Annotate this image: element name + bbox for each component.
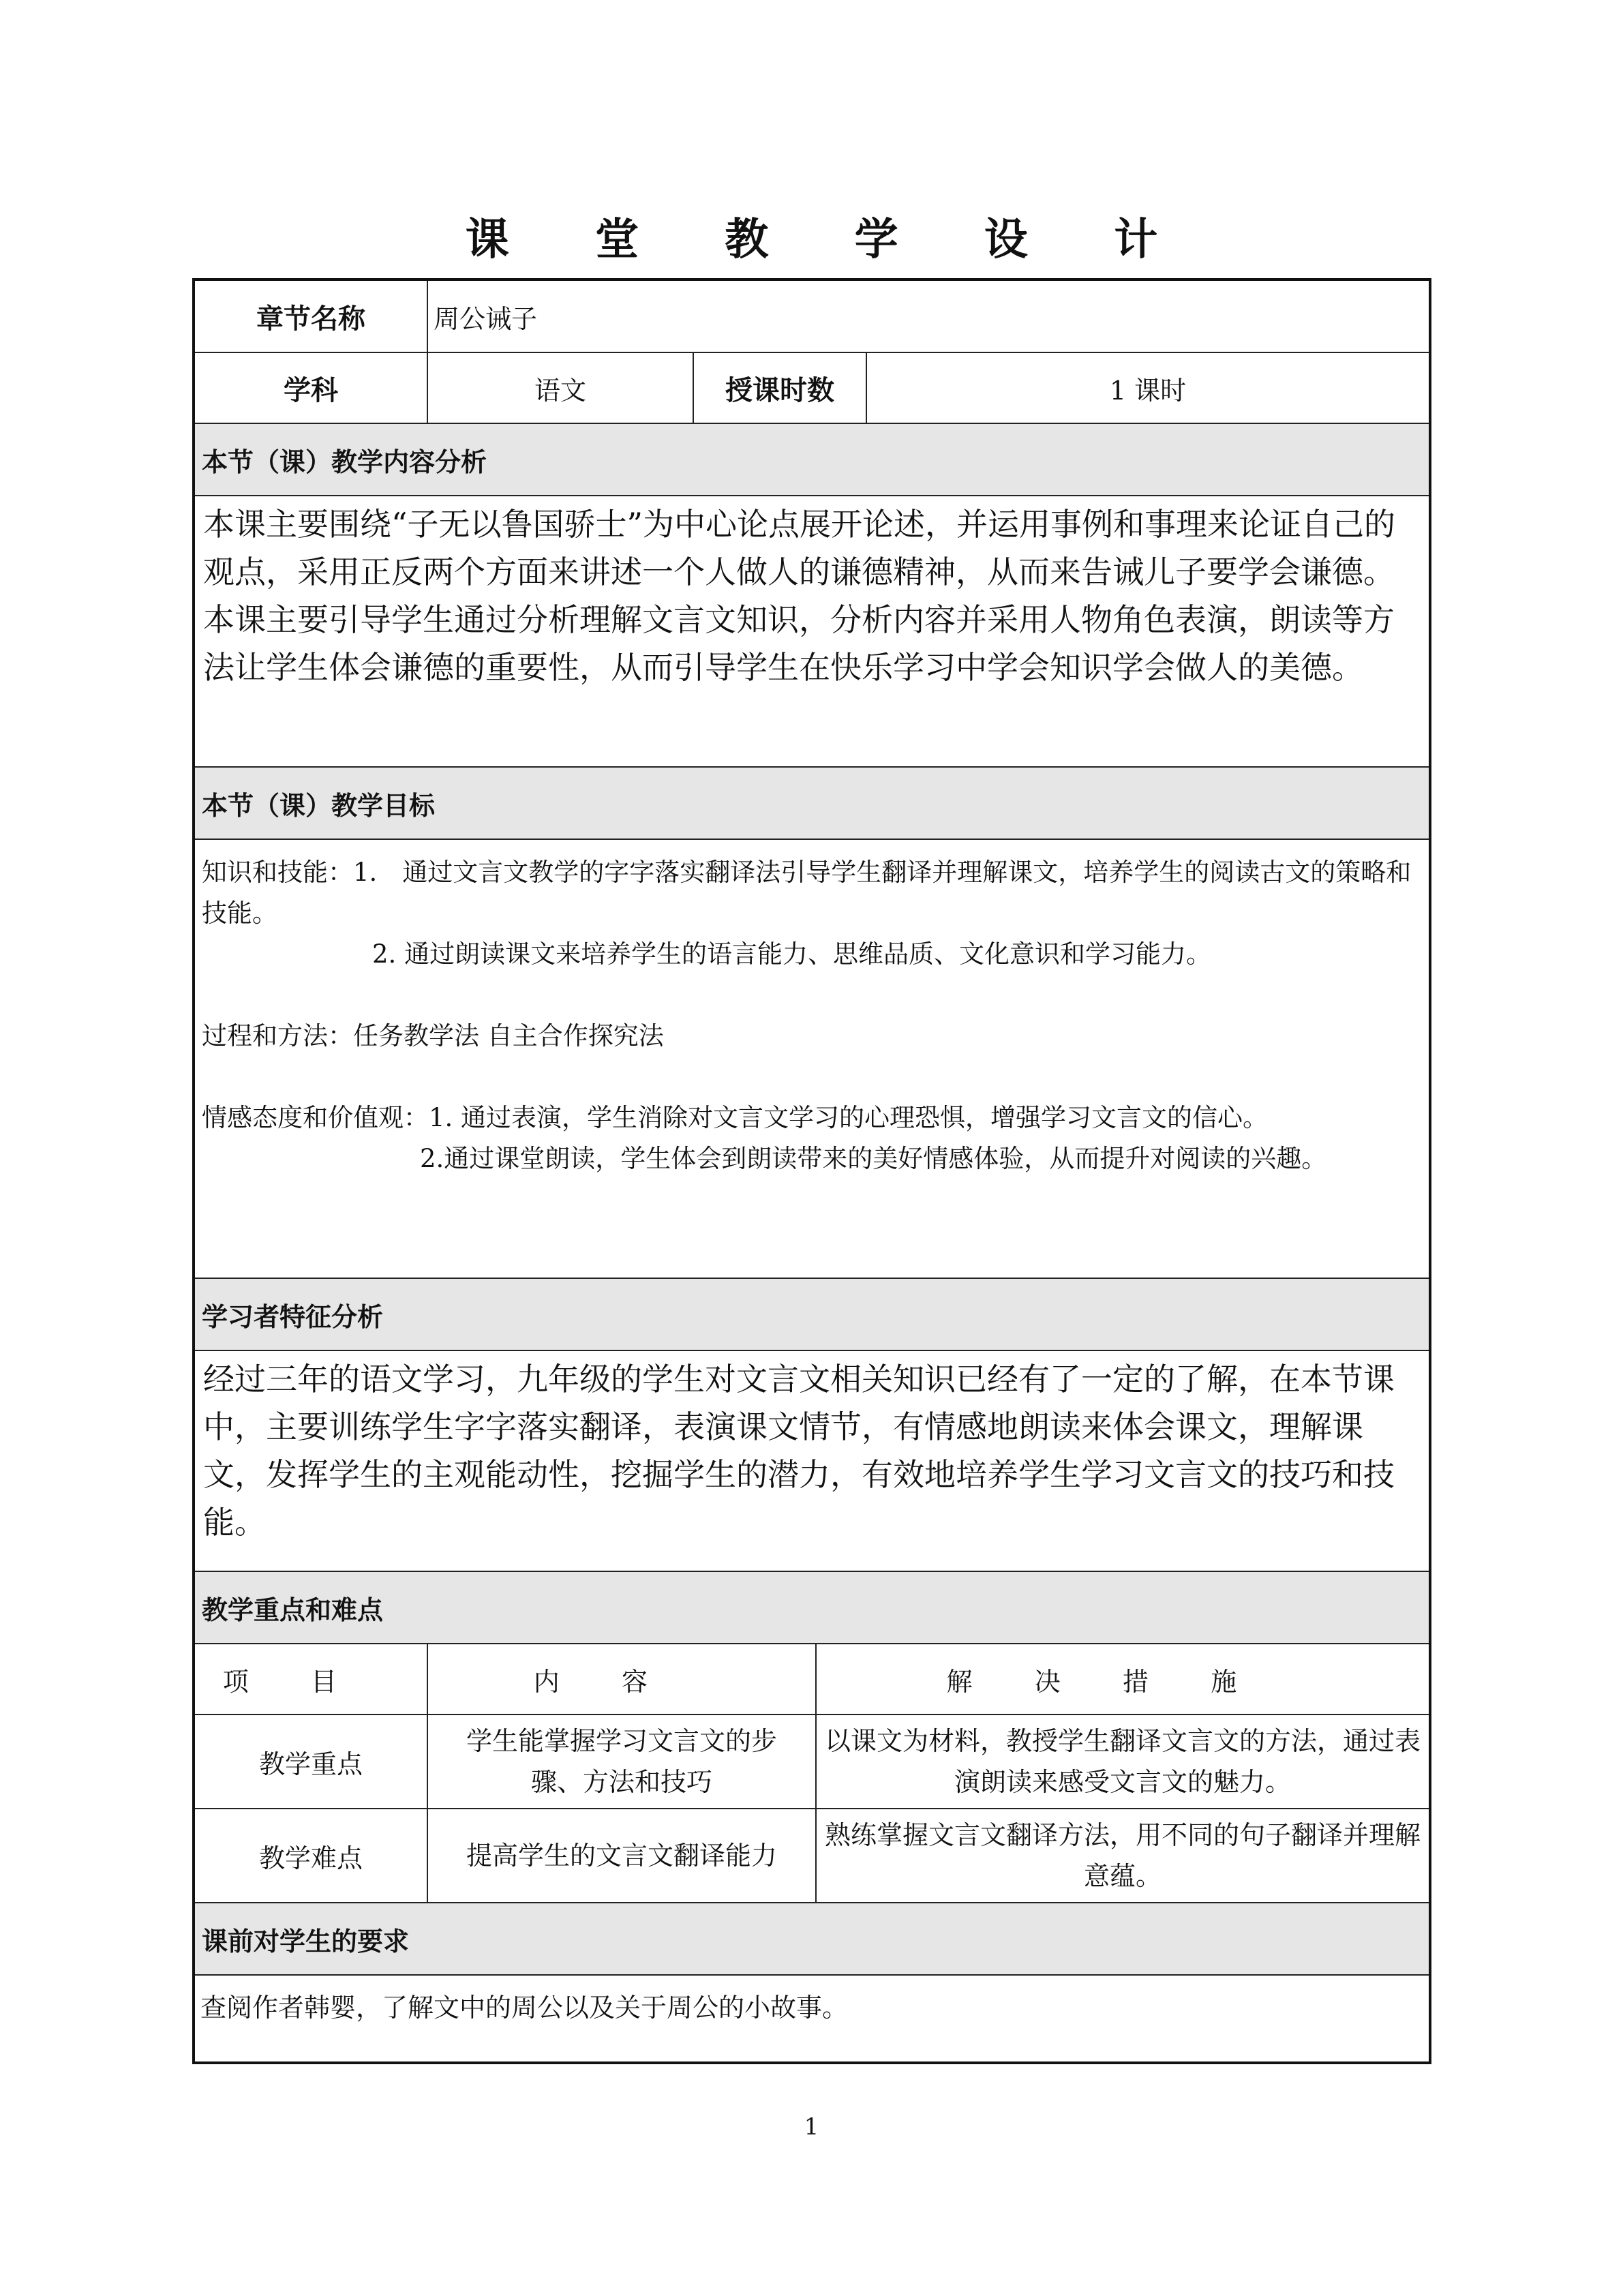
objectives-heading: 本节（课）教学目标 [195,768,1429,839]
pre-class-heading: 课前对学生的要求 [195,1903,1429,1974]
objectives-heading-row [195,768,1429,840]
col-content-header: 内容 [427,1644,815,1714]
table-row [195,1715,1429,1809]
learner-heading-row [195,1279,1429,1351]
key-points-heading: 教学重点和难点 [195,1572,1429,1643]
subject-label: 学科 [284,374,338,406]
key-points-heading-row [195,1572,1429,1644]
learner-analysis-heading: 学习者特征分析 [195,1279,1429,1350]
pre-class-heading-row [195,1903,1429,1976]
hours-value: 1 课时 [866,353,1429,423]
chapter-value: 周公诫子 [427,281,1429,352]
knowledge-objective-2: 2. 通过朗读课文来培养学生的语言能力、思维品质、文化意识和学习能力。 [372,939,1212,969]
col-measure-header: 解决措施 [815,1644,1429,1714]
key-point-content: 学生能掌握学习文言文的步骤、方法和技巧 [427,1715,815,1808]
knowledge-objective-1: 知识和技能：1. 通过文言文教学的字字落实翻译法引导学生翻译并理解课文，培养学生的阅读古文的策略和技能。 [202,858,1412,928]
subject-row [195,353,1429,424]
pre-class-text: 查阅作者韩婴，了解文中的周公以及关于周公的小故事。 [200,1993,849,2023]
key-points-header-row [195,1644,1429,1715]
objectives-row [195,840,1429,1279]
content-analysis-heading: 本节（课）教学内容分析 [195,424,1429,495]
difficulty-measure: 熟练掌握文言文翻译方法，用不同的句子翻译并理解意蕴。 [815,1809,1429,1902]
table-row [195,1809,1429,1903]
content-analysis-text: 本课主要围绕“子无以鲁国骄士”为中心论点展开论述，并运用事例和事理来论证自己的观点，采用正反两个方面来讲述一个人做人的谦德精神，从而来告诫儿子要学会谦德。本课主要引导学生通过分析理解文言文知识，分析内容并采用人物角色表演，朗读等方法让学生体会谦德的重要性，从而引导学生在快乐学习中学会知识学会做人的美德。 [203,506,1396,686]
content-analysis-row [195,496,1429,768]
page-number: 1 [804,2113,819,2141]
process-method: 过程和方法：任务教学法 自主合作探究法 [202,1021,664,1051]
chapter-label: 章节名称 [256,303,365,335]
hours-label: 授课时数 [693,353,866,423]
objectives-body [195,840,1429,1192]
learner-analysis-text: 经过三年的语文学习，九年级的学生对文言文相关知识已经有了一定的了解，在本节课中，主要训练学生字字落实翻译，表演课文情节，有情感地朗读来体会课文，理解课文，发挥学生的主观能动性，挖掘学生的潜力，有效地培养学生学习文言文的技巧和技能。 [203,1361,1395,1541]
key-point-measure: 以课文为材料，教授学生翻译文言文的方法，通过表演朗读来感受文言文的魅力。 [815,1715,1429,1808]
difficulty-content: 提高学生的文言文翻译能力 [427,1809,815,1902]
page-title: 课 堂 教 学 设 计 [465,215,1194,265]
col-item-header: 项目 [222,1666,399,1697]
pre-class-row [195,1976,1429,2061]
emotion-objective-1: 情感态度和价值观：1. 通过表演，学生消除对文言文学习的心理恐惧，增强学习文言文的信心。 [202,1103,1269,1132]
key-point-item: 教学重点 [258,1749,363,1779]
chapter-row [195,281,1429,353]
lesson-plan-table [192,278,1431,2064]
content-analysis-heading-row [195,424,1429,496]
subject-value: 语文 [427,353,693,423]
emotion-objective-2: 2.通过课堂朗读，学生体会到朗读带来的美好情感体验，从而提升对阅读的兴趣。 [420,1144,1327,1173]
difficulty-item: 教学难点 [258,1843,363,1873]
learner-row [195,1351,1429,1572]
